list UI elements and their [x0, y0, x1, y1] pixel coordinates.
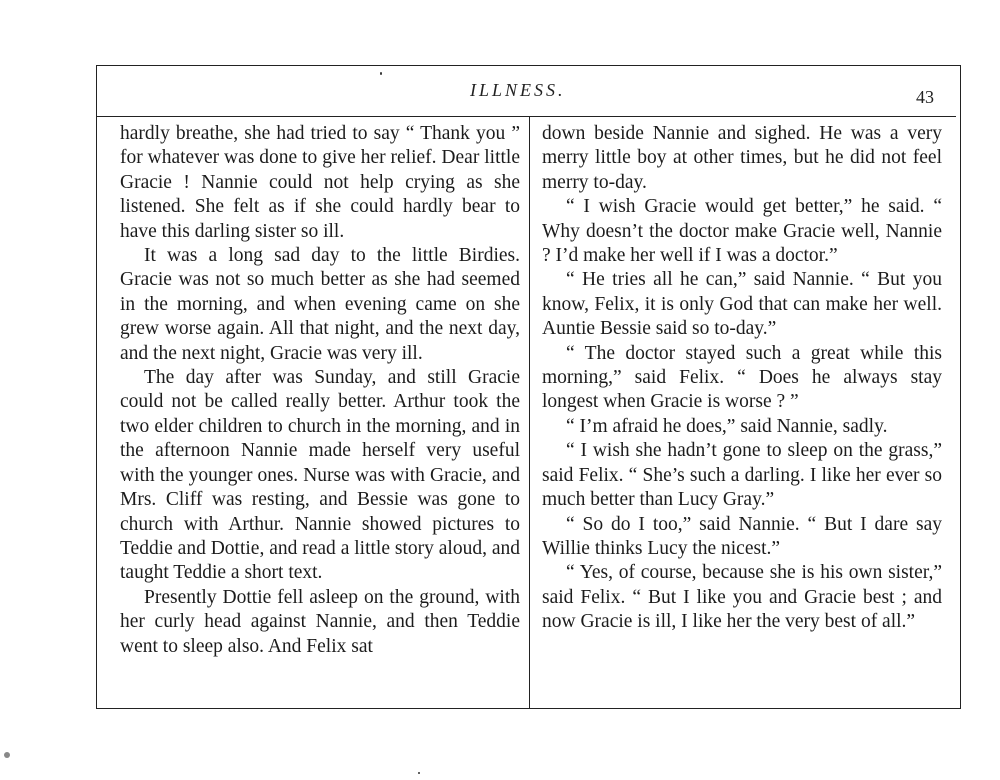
right-column [542, 122, 942, 635]
header-rule [96, 116, 956, 117]
left-paragraph-3: The day after was Sunday, and still Gracie could not be called really better. Arthur took the two elder children to church in the morning, and in the afternoon Nannie made herself very useful with the younger ones. Nurse was with Gracie, and Mrs. Cliff was resting, and Bessie was gone to church with Arthur. Nannie showed pictures to Teddie and Dottie, and read a little story aloud, and taught Teddie a short text. [120, 367, 520, 584]
right-paragraph-4: “ The doctor stayed such a great while this morning,” said Felix. “ Does he always stay longest when Gracie is worse ? ” [542, 342, 942, 413]
scan-speck [4, 752, 10, 758]
left-paragraph-1: hardly breathe, she had tried to say “ Thank you ” for whatever was done to give her relief. Dear little Gracie ! Nannie could not help crying as she listened. She felt as if she could hardly bear to have this darling sister so ill. [120, 123, 520, 242]
scan-speck [418, 772, 420, 774]
right-paragraph-5: “ I’m afraid he does,” said Nannie, sadly. [566, 415, 888, 437]
left-paragraph-4: Presently Dottie fell asleep on the ground, with her curly head against Nannie, and then Teddie went to sleep also. And Felix sat [120, 586, 520, 657]
right-paragraph-1: down beside Nannie and sighed. He was a very merry little boy at other times, but he did not feel merry to-day. [542, 123, 942, 193]
column-divider [529, 116, 530, 709]
right-paragraph-8: “ Yes, of course, because she is his own sister,” said Felix. “ But I like you and Gracie best ; and now Gracie is ill, I like her the very best of all.” [542, 562, 942, 633]
right-paragraph-7: “ So do I too,” said Nannie. “ But I dare say Willie thinks Lucy the nicest.” [542, 513, 942, 559]
right-paragraph-2: “ I wish Gracie would get better,” he said. “ Why doesn’t the doctor make Gracie well, Nannie ? I’d make her well if I was a doctor.” [542, 196, 942, 267]
right-paragraph-3: “ He tries all he can,” said Nannie. “ But you know, Felix, it is only God that can make her well. Auntie Bessie said so to-day.” [542, 269, 942, 340]
page-number: 43 [916, 87, 934, 107]
scan-speck [380, 72, 382, 75]
running-title: ILLNESS. [470, 80, 566, 100]
left-paragraph-2: It was a long sad day to the little Birdies. Gracie was not so much better as she had seemed in the morning, and when evening came on she grew worse again. All that night, and the next day, and the next night, Gracie was very ill. [120, 245, 520, 364]
right-paragraph-6: “ I wish she hadn’t gone to sleep on the grass,” said Felix. “ She’s such a darling. I like her ever so much better than Lucy Gray.” [542, 440, 942, 511]
left-column [120, 122, 520, 659]
